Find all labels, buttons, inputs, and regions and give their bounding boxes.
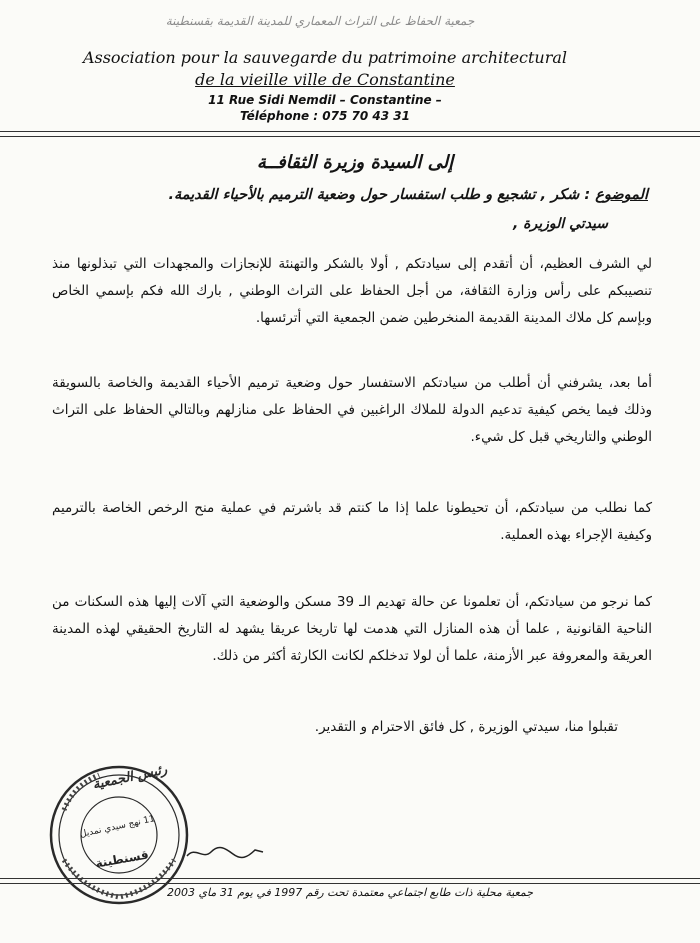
- association-name-line2: de la vieille ville de Constantine: [195, 70, 455, 89]
- subject-text: : شكر , تشجيع و طلب استفسار حول وضعية الترميم بالأحياء القديمة.: [168, 187, 591, 203]
- association-phone: Téléphone : 075 70 43 31: [240, 109, 410, 123]
- footer-divider: [0, 878, 700, 884]
- signature-icon: [185, 842, 265, 862]
- stamp-city: قسنطينة: [94, 847, 150, 871]
- subject-label: الموضوع: [595, 187, 648, 203]
- stamp-title: رئيس الجمعية: [91, 762, 169, 793]
- letter-recipient: إلى السيدة وزيرة الثقافــة: [256, 152, 454, 173]
- association-name-line1: Association pour la sauvegarde du patrimoine architectural: [82, 48, 568, 67]
- stamp-address: 11 نهج سيدي نمديل: [79, 814, 156, 840]
- letter-paragraph: كما نرجو من سيادتكم، أن تعلمونا عن حالة تهديم الـ 39 مسكن والوضعية التي آلات إليها هذه السكنات من الناحية القانونية , علما أن هذه المنازل التي هدمت لها تاريخا عريقا يشهد له التاريخ الحقيقي لهذه المدينة العريقة والمعروفة عبر الأزمنة، علما أن لولا تدخلكم لكانت الكارثة أكثر من ذلك.: [52, 594, 652, 664]
- association-registration-footer: جمعية محلية ذات طابع اجتماعي معتمدة تحت رقم 1997 في يوم 31 ماي 2003: [166, 886, 534, 899]
- letter-closing: تقبلوا منا، سيدتي الوزيرة , كل فائق الاحترام و التقدير.: [314, 719, 618, 735]
- letter-paragraph: كما نطلب من سيادتكم، أن تحيطونا علما إذا ما كنتم قد باشرتم في عملية منح الرخص الخاصة بالترميم وكيفية الإجراء بهذه العملية.: [52, 500, 652, 543]
- letter-paragraph: أما بعد، يشرفني أن أطلب من سيادتكم الاستفسار حول وضعية ترميم الأحياء القديمة والخاصة بالسويقة وذلك فيما يخص كيفية تدعيم الدولة للملاك الراغبين في الحفاظ على منازلهم وبالتالي الحفاظ على التراث الوطني والتاريخي قبل كل شيء.: [52, 375, 652, 445]
- association-address: 11 Rue Sidi Nemdil – Constantine –: [208, 93, 442, 107]
- letter-paragraph: لي الشرف العظيم، أن أتقدم إلى سيادتكم , أولا بالشكر والتهنئة للإنجازات والمجهدات التي تبذلونها منذ تنصيبكم على رأس وزارة الثقافة، من أجل الحفاظ على التراث الوطني , بارك الله فكم بإسمي الخاص وبإسم كل ملاك المدينة القديمة المنخرطين ضمن الجمعية التي أترئسها.: [52, 256, 652, 326]
- header-divider: [0, 131, 700, 137]
- letter-salutation: سيدتي الوزيرة ,: [512, 216, 608, 232]
- letterhead-arabic-name: جمعية الحفاظ على التراث المعماري للمدينة القديمة بقسنطينة: [165, 14, 475, 28]
- letter-subject: [60, 187, 648, 203]
